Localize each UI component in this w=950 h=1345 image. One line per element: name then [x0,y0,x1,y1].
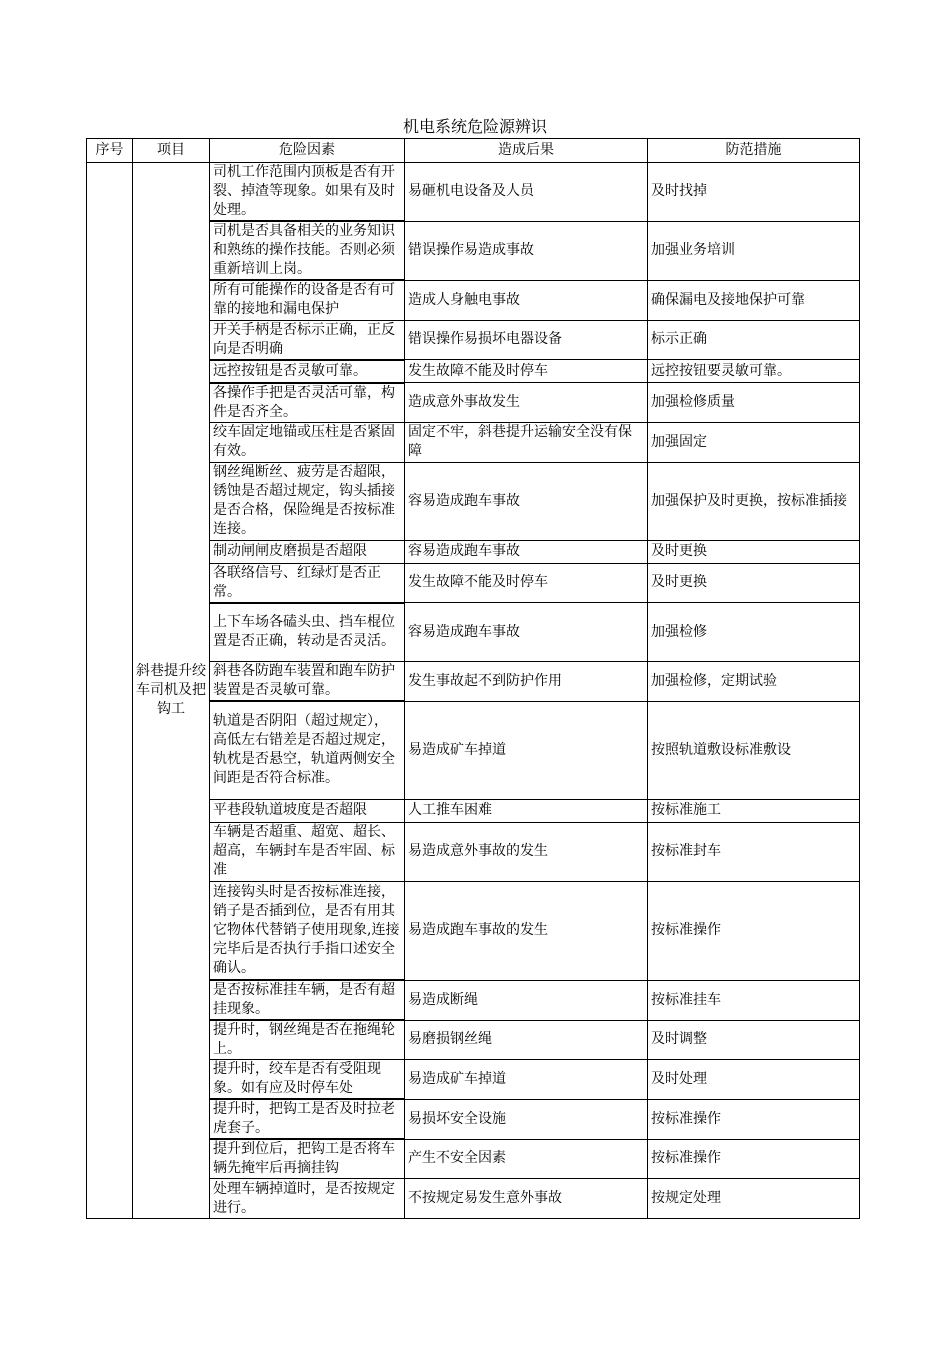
measure-cell: 及时找掉 [648,163,860,222]
factor-cell: 钢丝绳断丝、疲劳是否超限，锈蚀是否超过规定，钩头插接是否合格，保险绳是否按标准连接。 [210,462,405,540]
measure-cell: 远控按钮要灵敏可靠。 [648,360,860,383]
header-item: 项目 [133,139,210,163]
factor-cell: 提升时，绞车是否有受阻现象。如有应及时停车处 [210,1060,405,1100]
measure-cell: 及时处理 [648,1060,860,1100]
consequence-cell: 易磨损钢丝绳 [405,1020,648,1060]
measure-cell: 按标准施工 [648,799,860,822]
page-title: 机电系统危险源辨识 [402,117,547,136]
item-cell: 斜巷提升绞车司机及把钩工 [133,163,210,1219]
consequence-cell: 固定不牢，斜巷提升运输安全没有保障 [405,422,648,462]
consequence-cell: 不按规定易发生意外事故 [405,1179,648,1219]
consequence-cell: 容易造成跑车事故 [405,603,648,662]
measure-cell: 按标准封车 [648,822,860,881]
factor-cell: 轨道是否阴阳（超过规定），高低左右错差是否超过规定，轨枕是否悬空，轨道两侧安全间距是否符合标准。 [210,701,405,799]
factor-cell: 提升时，钢丝绳是否在拖绳轮上。 [210,1020,405,1060]
factor-cell: 处理车辆掉道时，是否按规定进行。 [210,1179,405,1219]
consequence-cell: 错误操作易造成事故 [405,221,648,280]
measure-cell: 加强检修，定期试验 [648,662,860,702]
consequence-cell: 易砸机电设备及人员 [405,163,648,222]
measure-cell: 及时更换 [648,540,860,563]
header-consequence: 造成后果 [405,139,648,163]
consequence-cell: 易造成意外事故的发生 [405,822,648,881]
factor-cell: 所有可能操作的设备是否有可靠的接地和漏电保护 [210,280,405,320]
measure-cell: 按照轨道敷设标准敷设 [648,701,860,799]
factor-cell: 司机工作范围内顶板是否有开裂、掉渣等现象。如果有及时处理。 [210,163,405,222]
consequence-cell: 发生故障不能及时停车 [405,563,648,603]
measure-cell: 按标准挂车 [648,980,860,1020]
factor-cell: 车辆是否超重、超宽、超长、超高，车辆封车是否牢固、标准 [210,822,405,881]
measure-cell: 确保漏电及接地保护可靠 [648,280,860,320]
factor-cell: 是否按标准挂车辆，是否有超挂现象。 [210,980,405,1020]
measure-cell: 按标准操作 [648,881,860,980]
table-body [87,163,860,1219]
header-measure: 防范措施 [648,139,860,163]
table-header-row [87,139,860,163]
consequence-cell: 容易造成跑车事故 [405,462,648,540]
factor-cell: 提升时，把钩工是否及时拉老虎套子。 [210,1099,405,1139]
factor-cell: 远控按钮是否灵敏可靠。 [210,360,405,383]
measure-cell: 按规定处理 [648,1179,860,1219]
consequence-cell: 容易造成跑车事故 [405,540,648,563]
header-factor: 危险因素 [210,139,405,163]
consequence-cell: 产生不安全因素 [405,1139,648,1179]
measure-cell: 按标准操作 [648,1099,860,1139]
table-row [87,163,860,222]
factor-cell: 制动闸闸皮磨损是否超限 [210,540,405,563]
factor-cell: 开关手柄是否标示正确，正反向是否明确 [210,320,405,360]
measure-cell: 加强检修 [648,603,860,662]
consequence-cell: 易造成断绳 [405,980,648,1020]
measure-cell: 按标准操作 [648,1139,860,1179]
factor-cell: 绞车固定地锚或压柱是否紧固有效。 [210,422,405,462]
consequence-cell: 人工推车困难 [405,799,648,822]
consequence-cell: 易损坏安全设施 [405,1099,648,1139]
seq-cell [87,163,133,1219]
measure-cell: 及时调整 [648,1020,860,1060]
factor-cell: 司机是否具备相关的业务知识和熟练的操作技能。否则必须重新培训上岗。 [210,221,405,280]
factor-cell: 提升到位后，把钩工是否将车辆先掩牢后再摘挂钩 [210,1139,405,1179]
header-seq: 序号 [87,139,133,163]
factor-cell: 平巷段轨道坡度是否超限 [210,799,405,822]
consequence-cell: 造成人身触电事故 [405,280,648,320]
factor-cell: 连接钩头时是否按标准连接，销子是否插到位，是否有用其它物体代替销子使用现象,连接完毕后是否执行手指口述安全确认。 [210,881,405,980]
measure-cell: 加强业务培训 [648,221,860,280]
consequence-cell: 发生事故起不到防护作用 [405,662,648,702]
measure-cell: 及时更换 [648,563,860,603]
consequence-cell: 造成意外事故发生 [405,383,648,423]
consequence-cell: 错误操作易损坏电器设备 [405,320,648,360]
hazard-table [86,138,860,1219]
measure-cell: 加强检修质量 [648,383,860,423]
consequence-cell: 易造成跑车事故的发生 [405,881,648,980]
consequence-cell: 易造成矿车掉道 [405,1060,648,1100]
consequence-cell: 发生故障不能及时停车 [405,360,648,383]
measure-cell: 加强保护及时更换，按标准插接 [648,462,860,540]
factor-cell: 上下车场各磕头虫、挡车棍位置是否正确，转动是否灵活。 [210,603,405,662]
factor-cell: 各操作手把是否灵活可靠，构件是否齐全。 [210,383,405,423]
measure-cell: 标示正确 [648,320,860,360]
factor-cell: 斜巷各防跑车装置和跑车防护装置是否灵敏可靠。 [210,662,405,702]
consequence-cell: 易造成矿车掉道 [405,701,648,799]
factor-cell: 各联络信号、红绿灯是否正常。 [210,563,405,603]
measure-cell: 加强固定 [648,422,860,462]
